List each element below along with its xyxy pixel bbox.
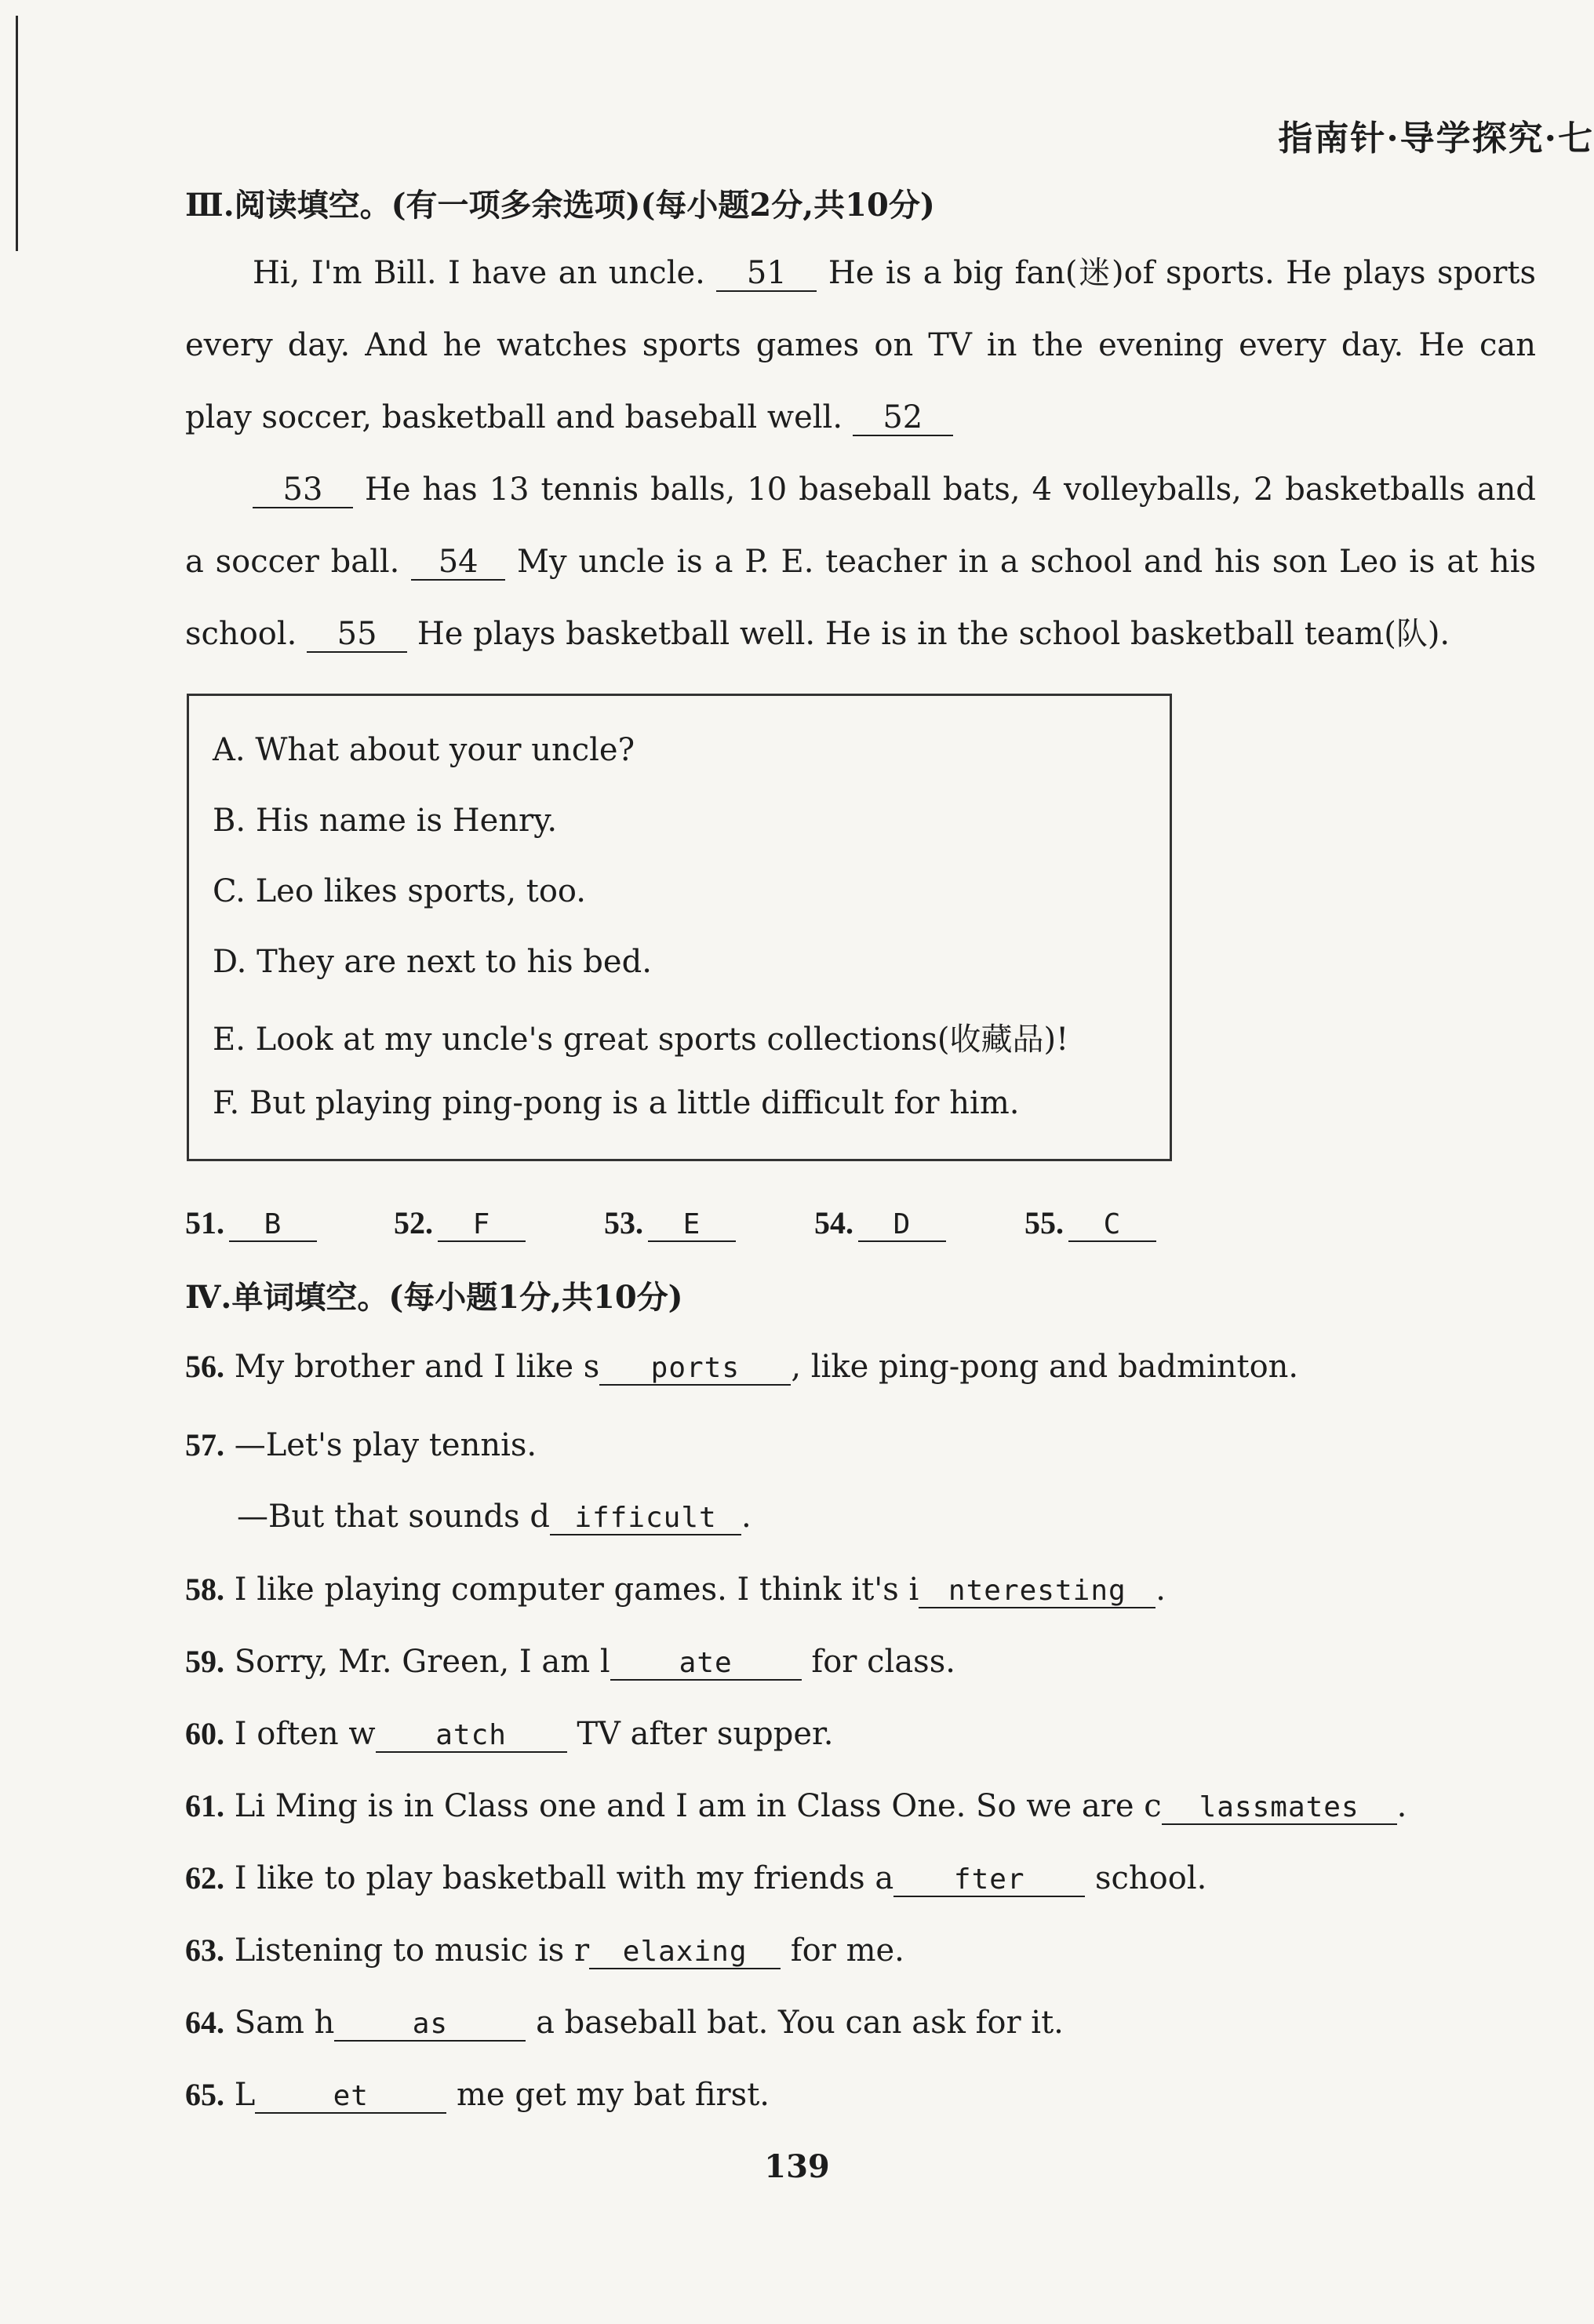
passage-text: He plays basketball well. He is in the school basketball team(队). — [417, 616, 1450, 652]
reading-passage-paragraph-2 — [185, 454, 1536, 670]
answer-51: 51. B — [185, 1204, 317, 1242]
binding-edge-line — [16, 16, 18, 251]
blank-55: 55 — [307, 617, 407, 653]
passage-text: He has 13 tennis balls, 10 baseball bats, 4 volleyballs, 2 basketballs and a soccer ball. — [185, 472, 1537, 580]
answer-55: 55. C — [1024, 1204, 1156, 1242]
passage-text: He is a big fan(迷)of sports. He plays sports every day. And he watches sports games on TV in the evening every day. He can play soccer, basketball and baseball well. — [185, 255, 1536, 435]
answer-51-value: B — [229, 1208, 317, 1242]
answer-65: et — [255, 2080, 446, 2114]
option-e: E. Look at my uncle's great sports collections(收藏品)! — [213, 1022, 1069, 1058]
answer-61: lassmates — [1162, 1791, 1397, 1825]
question-59: 59. Sorry, Mr. Green, I am l ate for class. — [185, 1644, 955, 1680]
answer-52-value: F — [438, 1208, 526, 1242]
answer-54-value: D — [858, 1208, 946, 1242]
answer-57: ifficult — [550, 1502, 741, 1535]
options-box — [187, 694, 1172, 1161]
blank-54: 54 — [411, 545, 505, 581]
blank-51: 51 — [716, 256, 817, 292]
question-63: 63. Listening to music is r elaxing for me. — [185, 1932, 904, 1969]
blank-53: 53 — [253, 472, 353, 508]
answer-62: fter — [893, 1863, 1085, 1897]
option-a: A. What about your uncle? — [213, 732, 635, 768]
passage-text: Hi, I'm Bill. I have an uncle. — [253, 255, 705, 291]
option-d: D. They are next to his bed. — [213, 944, 652, 980]
answer-59: ate — [610, 1647, 802, 1681]
section-4-title: Ⅳ.单词填空。(每小题1分,共10分) — [185, 1279, 683, 1316]
question-62: 62. I like to play basketball with my friends a fter school. — [185, 1860, 1207, 1896]
question-61: 61. Li Ming is in Class one and I am in Class One. So we are c lassmates . — [185, 1788, 1407, 1824]
question-57-line-2: —But that sounds d ifficult . — [237, 1499, 752, 1535]
answer-53-value: E — [648, 1208, 736, 1242]
watermark-stamp — [267, 2071, 471, 2134]
reading-passage-paragraph-1 — [185, 237, 1536, 454]
answer-56: ports — [599, 1352, 791, 1386]
blank-52: 52 — [853, 400, 953, 436]
question-64: 64. Sam h as a baseball bat. You can ask for it. — [185, 2005, 1064, 2041]
answer-54: 54. D — [814, 1204, 946, 1242]
running-header: 指南针·导学探究·七 — [1278, 118, 1594, 158]
question-65: 65. L et me get my bat first. — [185, 2077, 770, 2113]
answer-55-value: C — [1068, 1208, 1156, 1242]
option-c: C. Leo likes sports, too. — [213, 873, 586, 909]
answer-53: 53. E — [604, 1204, 736, 1242]
question-56: 56. My brother and I like s ports , like ping-pong and badminton. — [185, 1349, 1299, 1385]
option-b: B. His name is Henry. — [213, 803, 558, 839]
question-58: 58. I like playing computer games. I think it's i nteresting . — [185, 1572, 1166, 1608]
section-3-title: Ⅲ.阅读填空。(有一项多余选项)(每小题2分,共10分) — [185, 187, 935, 224]
answer-52: 52. F — [394, 1204, 526, 1242]
option-f: F. But playing ping-pong is a little difficult for him. — [213, 1085, 1020, 1121]
answer-64: as — [334, 2008, 526, 2042]
answer-58: nteresting — [919, 1575, 1155, 1608]
watermark-stamp — [267, 1797, 518, 1867]
question-60: 60. I often w atch TV after supper. — [185, 1716, 834, 1752]
passage-text: My uncle is a P. E. teacher in a school and his son Leo is at his school. — [185, 544, 1537, 652]
question-57-line-1: 57. —Let's play tennis. — [185, 1427, 537, 1463]
page-number: 139 — [764, 2148, 830, 2185]
answer-60: atch — [376, 1719, 567, 1753]
answer-63: elaxing — [589, 1936, 781, 1969]
